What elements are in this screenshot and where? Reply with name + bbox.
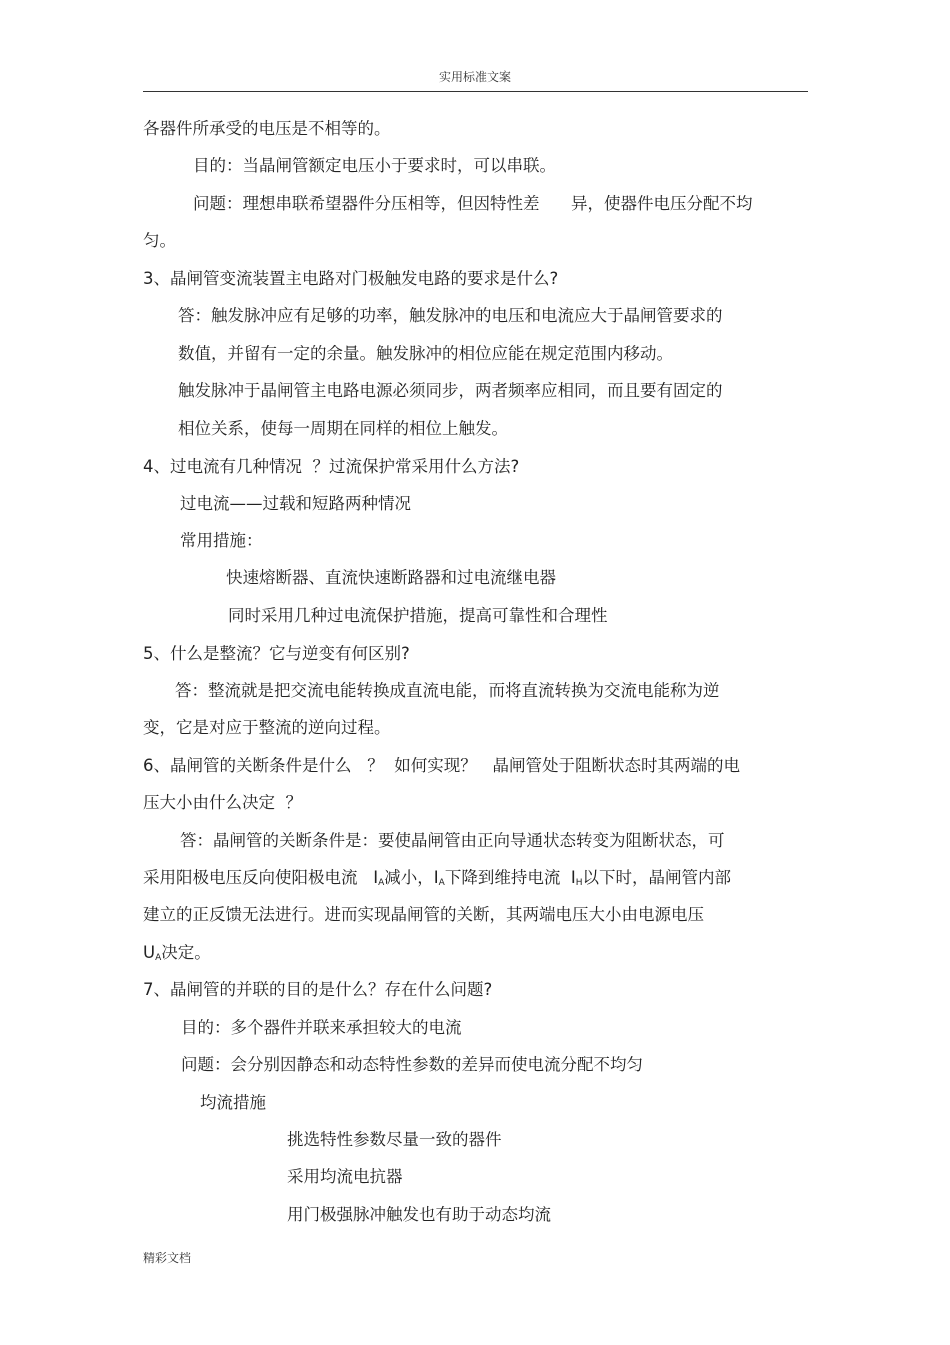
- question-heading: 6、晶闸管的关断条件是什么 ？ 如何实现？ 晶闸管处于阻断状态时其两端的电: [143, 756, 740, 775]
- text-line: 建立的正反馈无法进行。进而实现晶闸管的关断，其两端电压大小由电源电压: [143, 905, 704, 924]
- text-segment: 采用阳极电压反向使阳极电流 I: [143, 868, 379, 887]
- text-line: 问题：理想串联希望器件分压相等，但因特性差 异，使器件电压分配不均: [193, 194, 753, 213]
- text-segment: 减小，I: [384, 868, 439, 887]
- text-line: 答：晶闸管的关断条件是：要使晶闸管由正向导通状态转变为阻断状态，可: [180, 831, 725, 850]
- text-line: 问题：会分别因静态和动态特性参数的差异而使电流分配不均匀: [181, 1055, 643, 1074]
- text-line-voltage: [143, 942, 211, 969]
- subscript: H: [575, 878, 583, 888]
- text-segment: 决定。: [161, 943, 211, 962]
- text-line: 用门极强脉冲触发也有助于动态均流: [287, 1205, 551, 1224]
- text-line: 目的：当晶闸管额定电压小于要求时，可以串联。: [193, 156, 556, 175]
- text-line: 过电流——过载和短路两种情况: [180, 494, 411, 513]
- text-line: 答：整流就是把交流电能转换成直流电能，而将直流转换为交流电能称为逆: [175, 681, 720, 700]
- question-heading: 4、过电流有几种情况 ？过流保护常采用什么方法?: [143, 457, 520, 476]
- page-header-title: 实用标准文案: [438, 70, 511, 84]
- text-line: 答：触发脉冲应有足够的功率，触发脉冲的电压和电流应大于晶闸管要求的: [178, 306, 723, 325]
- text-segment: 下降到维持电流 I: [444, 868, 576, 887]
- text-line: 常用措施：: [180, 531, 263, 550]
- text-line: 挑选特性参数尽量一致的器件: [287, 1130, 502, 1149]
- text-line: 数值，并留有一定的余量。触发脉冲的相位应能在规定范围内移动。: [178, 344, 673, 363]
- subscript: A: [378, 878, 385, 888]
- text-line: 触发脉冲于晶闸管主电路电源必须同步，两者频率应相同，而且要有固定的: [178, 381, 723, 400]
- header-divider: [143, 91, 808, 92]
- text-line: 匀。: [143, 231, 176, 250]
- text-line: 相位关系，使每一周期在同样的相位上触发。: [178, 419, 508, 438]
- question-heading: 5、什么是整流？它与逆变有何区别?: [143, 644, 410, 663]
- text-line: 变，它是对应于整流的逆向过程。: [143, 718, 391, 737]
- text-line-anode-current: [143, 867, 731, 894]
- text-line: 均流措施: [200, 1093, 266, 1112]
- text-line: 采用均流电抗器: [287, 1167, 403, 1186]
- page-footer-text: 精彩文档: [143, 1251, 192, 1265]
- text-line: 快速熔断器、直流快速断路器和过电流继电器: [226, 568, 556, 587]
- subscript: A: [438, 878, 445, 888]
- subscript: A: [155, 953, 162, 963]
- question-heading: 7、晶闸管的并联的目的是什么？存在什么问题?: [143, 980, 493, 999]
- question-heading: 3、晶闸管变流装置主电路对门极触发电路的要求是什么?: [143, 269, 559, 288]
- text-line: 目的：多个器件并联来承担较大的电流: [181, 1018, 462, 1037]
- text-line: 压大小由什么决定 ？: [143, 793, 302, 812]
- text-segment: U: [143, 943, 156, 962]
- text-line: 同时采用几种过电流保护措施，提高可靠性和合理性: [228, 606, 608, 625]
- text-segment: 以下时，晶闸管内部: [582, 868, 731, 887]
- text-line: 各器件所承受的电压是不相等的。: [143, 119, 391, 138]
